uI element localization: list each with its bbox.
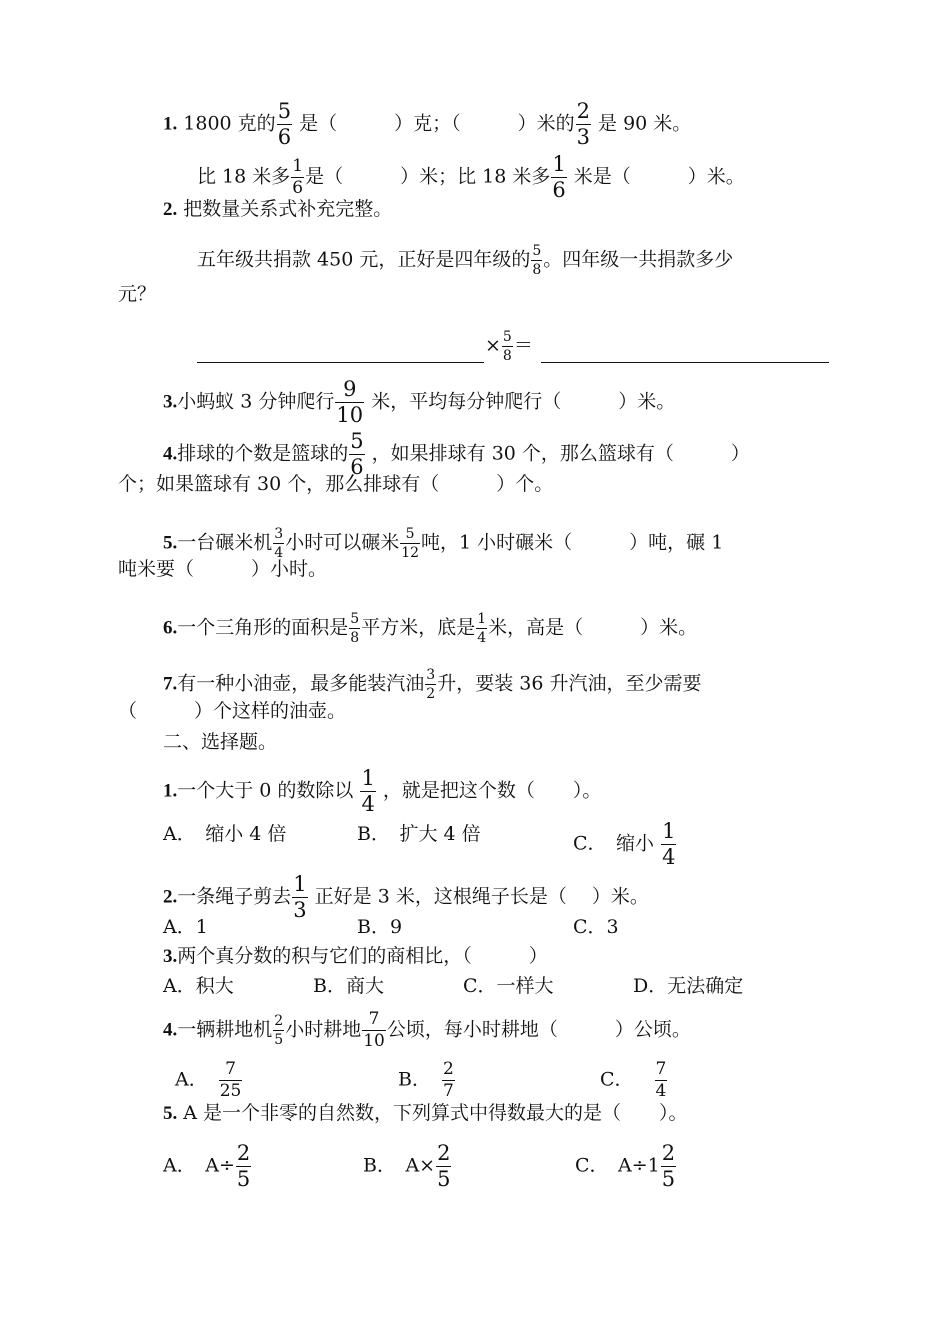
c5-option-b[interactable]: B． A× $\frac{2}{5}$	[363, 1141, 451, 1191]
fraction: $\frac{2}{5}$	[437, 1141, 451, 1191]
q1-text: 是（ ）米；比 18 米多	[305, 165, 551, 188]
q2-line1	[197, 244, 733, 277]
fraction: $\frac{1}{4}$	[477, 611, 487, 646]
fraction: $\frac{5}{6}$	[350, 429, 364, 479]
q5-text: 一台碾米机	[177, 531, 273, 554]
times-sign: ×	[485, 334, 501, 357]
c1-question	[163, 768, 601, 815]
c1-option-b[interactable]: B． 扩大 4 倍	[357, 823, 481, 845]
c3-text: 两个真分数的积与它们的商相比，（ ）	[177, 945, 548, 967]
q5-text: 吨，1 小时碾米（ ）吨，碾 1	[421, 531, 724, 554]
q6-text: 平方米，底是	[361, 616, 476, 639]
q7-text: 有一种小油壶，最多能装汽油	[177, 672, 425, 695]
q7-number: 7.	[163, 673, 178, 695]
fraction: $\frac{2}{3}$	[576, 99, 590, 149]
fraction: $\frac{2}{5}$	[661, 1141, 676, 1191]
c1-text: ，就是把这个数（ ）。	[376, 779, 602, 802]
c1-number: 1.	[163, 780, 178, 802]
fraction: $\frac{7}{10}$	[363, 1009, 385, 1051]
q4-number: 4.	[163, 443, 178, 465]
q4-line2	[118, 471, 553, 497]
c1-option-a[interactable]: A． 缩小 4 倍	[163, 823, 287, 845]
fraction: $\frac{2}{7}$	[442, 1059, 454, 1101]
q2-text: 元？	[118, 283, 157, 305]
fraction: $\frac{5}{8}$	[532, 243, 542, 278]
q5-text: 小时可以碾米	[285, 531, 400, 554]
q4-text: 排球的个数是篮球的	[177, 442, 349, 465]
c2-option-b[interactable]: B．9	[357, 916, 403, 938]
c5-option-a[interactable]: A． A÷ $\frac{2}{5}$	[163, 1141, 251, 1191]
fraction: $\frac{7}{25}$	[219, 1059, 242, 1101]
q7-text: （ ）个这样的油壶。	[118, 700, 347, 722]
c4-text: 公顷，每小时耕地（ ）公顷。	[386, 1018, 691, 1041]
q1-text: 米是（ ）米。	[567, 165, 745, 188]
fraction: $\frac{5}{12}$	[401, 526, 420, 561]
q2-formula	[485, 330, 533, 363]
q2-line2	[118, 281, 156, 307]
c3-option-a[interactable]: A．积大	[163, 975, 234, 997]
c2-number: 2.	[163, 886, 178, 908]
c5-question	[163, 1100, 688, 1127]
q5-line2	[118, 556, 327, 582]
fraction: $\frac{5}{8}$	[350, 611, 360, 646]
q3-text: 米，平均每分钟爬行（ ）米。	[365, 390, 676, 413]
c2-text: 正好是 3 米，这根绳子长是（ ）米。	[308, 885, 649, 908]
fraction: $\frac{1}{3}$	[293, 872, 307, 922]
c3-question	[163, 943, 548, 970]
q3-text: 小蚂蚁 3 分钟爬行	[177, 390, 335, 413]
c3-option-c[interactable]: C．一样大	[463, 975, 554, 997]
fraction: $\frac{5}{6}$	[277, 99, 292, 149]
c3-option-b[interactable]: B．商大	[313, 975, 384, 997]
q7-text: 升，要装 36 升汽油，至少需要	[437, 672, 702, 695]
q4-text: ，如果排球有 30 个，那么篮球有（ ）	[365, 442, 750, 465]
section-title	[163, 729, 277, 755]
c4-number: 4.	[163, 1019, 178, 1041]
q6-line	[163, 612, 697, 645]
q6-text: 一个三角形的面积是	[177, 616, 349, 639]
c1-text: 一个大于 0 的数除以	[177, 779, 360, 802]
c4-option-a[interactable]: A． $\frac{7}{25}$	[175, 1059, 242, 1101]
fraction: $\frac{2}{5}$	[236, 1141, 251, 1191]
c4-option-c[interactable]: C． $\frac{7}{4}$	[600, 1059, 667, 1101]
q2-title-text: 把数量关系式补充完整。	[177, 198, 393, 220]
q4-text: 个；如果篮球有 30 个，那么排球有（ ）个。	[118, 473, 554, 495]
q6-number: 6.	[163, 617, 178, 639]
fraction: $\frac{9}{10}$	[336, 377, 364, 427]
fraction: $\frac{1}{6}$	[292, 156, 304, 198]
c4-text: 一辆耕地机	[177, 1018, 273, 1041]
section-title-text: 二、选择题。	[163, 731, 278, 753]
q6-text: 米，高是（ ）米。	[488, 616, 698, 639]
fraction: $\frac{3}{4}$	[274, 526, 284, 561]
fraction: $\frac{1}{4}$	[662, 819, 676, 869]
c5-text: A 是一个非零的自然数，下列算式中得数最大的是（ ）。	[177, 1102, 688, 1124]
q1-text: 比 18 米多	[197, 165, 291, 188]
q7-line2	[118, 698, 346, 724]
answer-blank-right[interactable]	[541, 362, 829, 363]
q5-text: 吨米要（ ）小时。	[118, 558, 328, 580]
q3-number: 3.	[163, 391, 178, 413]
q1-number: 1.	[163, 113, 178, 135]
fraction: $\frac{1}{6}$	[552, 152, 566, 202]
fraction: $\frac{7}{4}$	[655, 1059, 667, 1101]
c5-option-c[interactable]: C． A÷1 $\frac{2}{5}$	[575, 1141, 676, 1191]
c4-text: 小时耕地	[285, 1018, 362, 1041]
c2-option-a[interactable]: A．1	[163, 916, 208, 938]
q1-text: 1800 克的	[177, 112, 276, 135]
q1-text: 是 90 米。	[591, 112, 692, 135]
fraction: $\frac{5}{8}$	[502, 329, 512, 364]
q1-text: 是（ ）克；（ ）米的	[293, 112, 575, 135]
answer-blank-left[interactable]	[197, 362, 484, 363]
equals-sign: ＝	[513, 334, 533, 357]
q1-line2	[197, 154, 745, 201]
fraction: $\frac{3}{2}$	[426, 667, 436, 702]
fraction: $\frac{1}{4}$	[361, 766, 375, 816]
q2-text: 五年级共捐款 450 元，正好是四年级的	[197, 248, 531, 271]
q5-number: 5.	[163, 532, 178, 554]
c1-option-c[interactable]: C． 缩小 $\frac{1}{4}$	[573, 819, 676, 869]
q1-line1	[163, 101, 691, 148]
c2-option-c[interactable]: C．3	[573, 916, 619, 938]
c5-number: 5.	[163, 1103, 178, 1124]
c3-number: 3.	[163, 946, 178, 967]
q2-text: 。四年级一共捐款多少	[543, 248, 734, 271]
c2-text: 一条绳子剪去	[177, 885, 292, 908]
fraction: $\frac{2}{5}$	[274, 1013, 284, 1048]
c4-option-b[interactable]: B． $\frac{2}{7}$	[398, 1059, 454, 1101]
q7-line1	[163, 668, 701, 701]
q2-title	[163, 196, 392, 223]
c3-option-d[interactable]: D．无法确定	[633, 975, 744, 997]
q3-line	[163, 379, 675, 426]
q2-number: 2.	[163, 199, 178, 220]
c4-question	[163, 1011, 691, 1050]
